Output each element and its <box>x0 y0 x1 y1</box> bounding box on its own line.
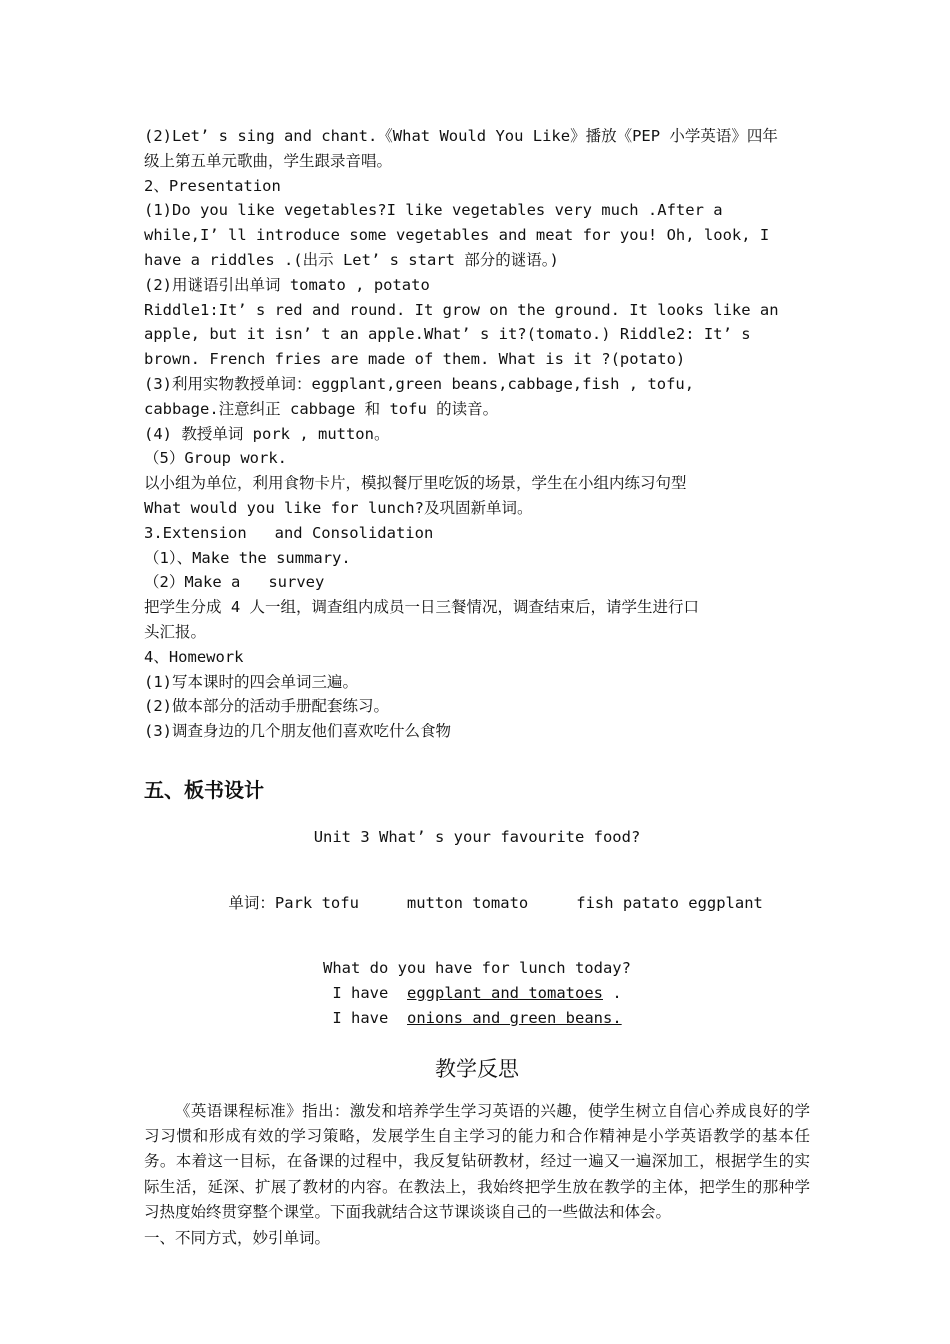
board-words-mid: mutton tomato <box>406 893 529 912</box>
procedure-line: (1)写本课时的四会单词三遍。 <box>144 672 358 691</box>
procedure-line: (2)Let’ s sing and chant.《What Would You Like》播放《PEP 小学英语》四年 <box>144 127 778 145</box>
answer-1-prefix: I have <box>332 983 389 1002</box>
board-vocabulary <box>144 866 810 940</box>
procedure-line: 3.Extension and Consolidation <box>144 523 434 542</box>
procedure-line: (3)利用实物教授单词：eggplant,green beans,cabbage,fish , tofu, <box>144 374 695 393</box>
answer-1-underlined: eggplant and tomatoes <box>407 983 603 1002</box>
answer-1-suffix: . <box>602 983 622 1002</box>
procedure-line: (1)Do you like vegetables?I like vegetables very much .After a <box>144 201 723 220</box>
reflection-paragraph: 《英语课程标准》指出：激发和培养学生学习英语的兴趣，使学生树立自信心养成良好的学习习惯和形成有效的学习策略，发展学生自主学习的能力和合作精神是小学英语教学的基本任务。本着这一目标，在备课的过程中，我反复钻研教材，经过一遍又一遍深加工，根据学生的实际生活，延深、扩展了教材的内容。在教法上，我始终把学生放在教学的主体，把学生的那种学习热度始终贯穿整个课堂。下面我就结合这节课谈谈自己的一些做法和体会。 <box>144 1101 810 1222</box>
procedure-line: while,I’ ll introduce some vegetables and meat for you! Oh, look, I <box>144 226 770 245</box>
procedure-line: (3)调查身边的几个朋友他们喜欢吃什么食物 <box>144 722 451 741</box>
board-unit-title: Unit 3 What’ s your favourite food? <box>313 827 641 846</box>
board-answer-2 <box>144 1006 810 1031</box>
procedure-line: apple, but it isn’ t an apple.What’ s it?(tomato.) Riddle2: It’ s <box>144 325 751 344</box>
procedure-line: 以小组为单位，利用食物卡片，模拟餐厅里吃饭的场景，学生在小组内练习句型 <box>144 474 687 493</box>
procedure-line: 2、Presentation <box>144 176 281 195</box>
procedure-line: （2）Make a survey <box>144 573 325 592</box>
procedure-line: cabbage.注意纠正 cabbage 和 tofu 的读音。 <box>144 399 499 418</box>
procedure-line: 4、Homework <box>144 647 244 666</box>
board-design-heading: 五、板书设计 <box>144 777 264 802</box>
procedure-line: (4) 教授单词 pork , mutton。 <box>144 424 390 443</box>
procedure-line: (2)做本部分的活动手册配套练习。 <box>144 697 389 716</box>
board-question: What do you have for lunch today? <box>323 959 631 978</box>
procedure-line: have a riddles .(出示 Let’ s start 部分的谜语。) <box>144 250 559 269</box>
procedure-line: （5）Group work. <box>144 449 287 468</box>
teaching-procedure <box>144 124 810 744</box>
board-words-end: fish patato eggplant <box>576 893 763 912</box>
procedure-line: brown. French fries are made of them. What is it ?(potato) <box>144 350 686 369</box>
board-words-label: 单词：Park tofu <box>228 893 359 912</box>
board-answer-1 <box>144 981 810 1006</box>
answer-2-underlined: onions and green beans. <box>407 1008 622 1027</box>
reflection-title: 教学反思 <box>435 1056 519 1081</box>
reflection-point-1: 一、不同方式，妙引单词。 <box>144 1228 331 1247</box>
procedure-line: 级上第五单元歌曲，学生跟录音唱。 <box>144 151 393 170</box>
answer-2-prefix: I have <box>332 1008 389 1027</box>
document-page <box>144 124 810 1251</box>
procedure-line: 把学生分成 4 人一组，调查组内成员一日三餐情况，调查结束后，请学生进行口 <box>144 598 699 617</box>
procedure-line: Riddle1:It’ s red and round. It grow on the ground. It looks like an <box>144 300 779 319</box>
procedure-line: What would you like for lunch?及巩固新单词。 <box>144 498 533 517</box>
procedure-line: （1）、Make the summary. <box>144 548 351 567</box>
procedure-line: 头汇报。 <box>144 622 207 641</box>
procedure-line: (2)用谜语引出单词 tomato , potato <box>144 275 430 294</box>
